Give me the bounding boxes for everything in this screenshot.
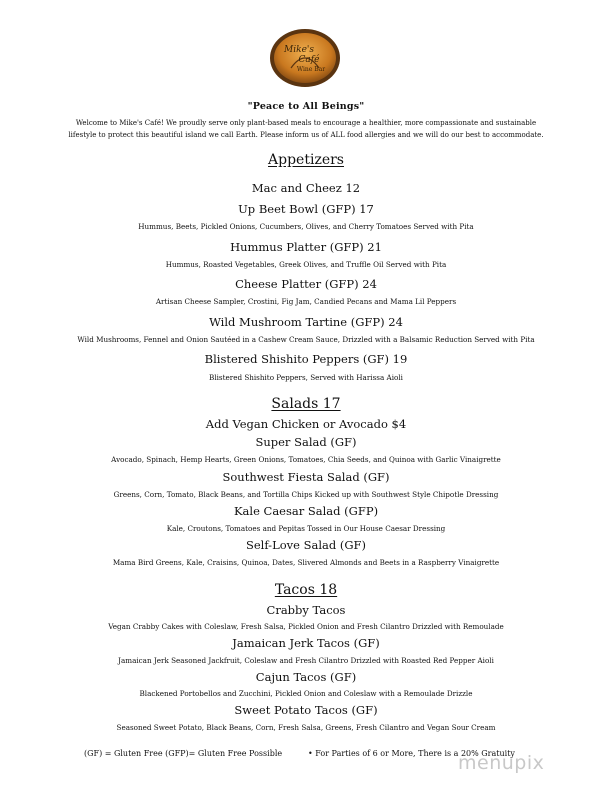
menu-item-desc: Wild Mushrooms, Fennel and Onion Sautéed in a Cashew Cream Sauce, Drizzled with a Balsamic Reduction Served with Pita bbox=[77, 335, 535, 344]
menu-item-name: Hummus Platter (GFP) 21 bbox=[230, 240, 382, 254]
cafe-logo bbox=[269, 28, 341, 88]
menu-item-name: Crabby Tacos bbox=[266, 603, 346, 617]
menu-item-desc: Blistered Shishito Peppers, Served with Harissa Aioli bbox=[209, 373, 403, 382]
menu-item-desc: Vegan Crabby Cakes with Coleslaw, Fresh Salsa, Pickled Onion and Fresh Cilantro Drizzled with Remoulade bbox=[108, 622, 504, 631]
menu-item-desc: Hummus, Roasted Vegetables, Greek Olives, and Truffle Oil Served with Pita bbox=[165, 260, 447, 269]
menu-item-desc: Hummus, Beets, Pickled Onions, Cucumbers, Olives, and Cherry Tomatoes Served with Pita bbox=[138, 222, 474, 231]
logo-text-winebar: Wine Bar bbox=[296, 66, 326, 73]
menu-item-name: Sweet Potato Tacos (GF) bbox=[234, 703, 378, 717]
menupix-watermark: menupix bbox=[458, 752, 545, 774]
menu-item-desc: Artisan Cheese Sampler, Crostini, Fig Jam, Candied Pecans and Mama Lil Peppers bbox=[155, 297, 457, 306]
menu-item-name: Southwest Fiesta Salad (GF) bbox=[222, 470, 390, 484]
menu-item-name: Blistered Shishito Peppers (GF) 19 bbox=[204, 352, 408, 366]
gluten-free-legend: (GF) = Gluten Free (GFP)= Gluten Free Possible bbox=[84, 749, 283, 758]
menu-item-name: Cajun Tacos (GF) bbox=[255, 670, 357, 684]
menu-item-desc: Jamaican Jerk Seasoned Jackfruit, Coleslaw and Fresh Cilantro Drizzled with Roasted Red Pepper Aioli bbox=[118, 656, 494, 665]
intro-line-1: Welcome to Mike's Café! We proudly serve only plant-based meals to encourage a healthier, more compassionate and sustainable bbox=[75, 119, 537, 127]
tacos-heading: Tacos 18 bbox=[274, 582, 338, 598]
menu-item-name: Mac and Cheez 12 bbox=[251, 181, 361, 195]
menu-item-name: Kale Caesar Salad (GFP) bbox=[233, 504, 379, 518]
intro-text bbox=[0, 117, 612, 141]
menu-item-desc: Avocado, Spinach, Hemp Hearts, Green Onions, Tomatoes, Chia Seeds, and Quinoa with Garlic Vinaigrette bbox=[111, 455, 501, 464]
menu-item-desc: Greens, Corn, Tomato, Black Beans, and Tortilla Chips Kicked up with Southwest Style Chipotle Dressing bbox=[113, 490, 499, 499]
intro-line-2: lifestyle to protect this beautiful island we call Earth. Please inform us of ALL food allergies and we will do our best to accommodate. bbox=[68, 131, 544, 139]
logo-text-mikes: Mike's bbox=[284, 45, 314, 55]
motto: "Peace to All Beings" bbox=[247, 101, 365, 112]
menu-item-desc: Blackened Portobellos and Zucchini, Pickled Onion and Coleslaw with a Remoulade Drizzle bbox=[139, 689, 473, 698]
menu-item-desc: Seasoned Sweet Potato, Black Beans, Corn, Fresh Salsa, Greens, Fresh Cilantro and Vegan Sour Cream bbox=[116, 723, 496, 732]
salads-addon-note: Add Vegan Chicken or Avocado $4 bbox=[205, 417, 407, 431]
menu-item-name: Wild Mushroom Tartine (GFP) 24 bbox=[209, 315, 403, 329]
menu-item-name: Super Salad (GF) bbox=[255, 435, 357, 449]
menu-item-name: Jamaican Jerk Tacos (GF) bbox=[232, 636, 380, 650]
appetizers-heading: Appetizers bbox=[268, 152, 344, 168]
gratuity-note: • For Parties of 6 or More, There is a 20% Gratuity bbox=[308, 749, 515, 758]
menu-item-name: Self-Love Salad (GF) bbox=[245, 538, 367, 552]
menu-item-desc: Mama Bird Greens, Kale, Craisins, Quinoa, Dates, Slivered Almonds and Beets in a Raspberry Vinaigrette bbox=[112, 558, 500, 567]
logo-text-cafe: Café bbox=[298, 55, 320, 65]
menu-item-name: Cheese Platter (GFP) 24 bbox=[235, 277, 377, 291]
menu-item-name: Up Beet Bowl (GFP) 17 bbox=[238, 202, 374, 216]
menu-item-desc: Kale, Croutons, Tomatoes and Pepitas Tossed in Our House Caesar Dressing bbox=[166, 524, 446, 533]
salads-heading: Salads 17 bbox=[271, 396, 341, 412]
